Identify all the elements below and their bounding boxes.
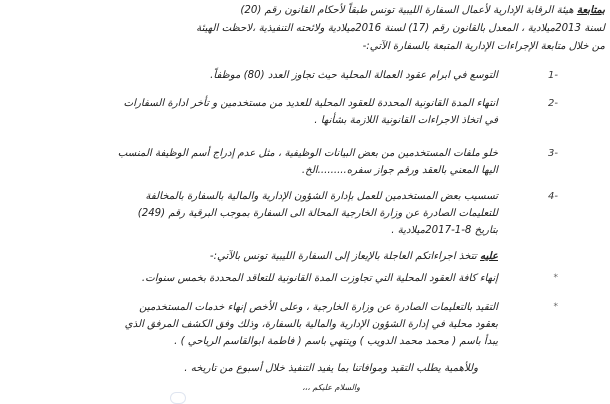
- salutation: والسلام عليكم ،،،: [302, 383, 360, 392]
- item-3-line-2: اليها المعني بالعقد ورقم جواز سفره.........الخ.: [301, 165, 498, 176]
- bullet-1-line-1: إنهاء كافة العقود المحلية التي تجاوزت المدة القانونية للتعاقد المحددة بخمس سنوات.: [141, 273, 498, 284]
- intro-line-1: [240, 4, 605, 18]
- intro-lead-word: بمتابعة: [576, 5, 605, 16]
- closing-line: وللأهمية يطلب التقيد وموافاتنا بما يفيد التنفيذ خلال أسبوع من تاريخه .: [184, 363, 478, 374]
- directive-lead-word: عليه: [480, 251, 498, 262]
- item-4-line-2: للتعليمات الصادرة عن وزارة الخارجية المحالة الى السفارة بموجب البرقية رقم (249): [137, 208, 498, 219]
- item-number-2: -2: [548, 98, 558, 109]
- bullet-2-line-2: بعقود محلية في إدارة الشؤون الإدارية والمالية بالسفارة، وذلك وفق الكشف المرفق الذي: [124, 319, 498, 330]
- item-4-line-1: تسسيب بعض المستخدمين للعمل بإدارة الشؤون الإدارية والمالية بالسفارة بالمخالفة: [145, 191, 498, 202]
- bullet-2-line-1: التقيد بالتعليمات الصادرة عن وزارة الخارجية ، وعلى الأخص إنهاء خدمات المستخدمين: [139, 302, 498, 313]
- item-2-line-2: في اتخاذ الاجراءات القانونية اللازمة بشأنها .: [314, 115, 498, 126]
- item-number-3: -3: [548, 148, 558, 159]
- bullet-marker-2: *: [553, 302, 558, 312]
- intro-line-2: لسنة 2013ميلادية ، المعدل بالقانون رقم (17) لسنة 2016ميلادية ولائحته التنفيذية ،لاحظت الهيئة: [196, 23, 605, 34]
- bullet-2-line-3: يبدأ باسم ( محمد محمد الدويب ) وينتهي باسم ( فاطمة ابوالقاسم الرياحي ) .: [174, 336, 498, 347]
- item-1-line-1: التوسع في ابرام عقود العمالة المحلية حيث تجاوز العدد (80) موظفاً.: [210, 70, 498, 81]
- item-number-1: -1: [548, 70, 558, 81]
- item-4-line-3: بتاريخ 8-1-2017ميلادية .: [391, 225, 498, 236]
- item-3-line-1: خلو ملفات المستخدمين من بعض البيانات الوظيفية ، مثل عدم إدراج أسم الوظيفة المنسب: [117, 148, 498, 159]
- intro-line-3: من خلال متابعة الإجراءات الإدارية المتبعة بالسفارة الآتي:-: [362, 41, 605, 52]
- directive-text: تتخذ اجراءاتكم العاجلة بالإيعاز إلى السفارة الليبية تونس بالآتي:-: [209, 251, 477, 262]
- signature-mark: [170, 392, 186, 404]
- intro-line-1-text: هيئة الرقابة الإدارية لأعمال السفارة الليبية تونس طبقاً لأحكام القانون رقم (20): [240, 5, 574, 16]
- directive-line: [210, 250, 498, 264]
- bullet-marker-1: *: [553, 273, 558, 283]
- item-number-4: -4: [548, 191, 558, 202]
- item-2-line-1: انتهاء المدة القانونية المحددة للعقود المحلية للعديد من مستخدمين و تأخر ادارة السفارات: [123, 98, 498, 109]
